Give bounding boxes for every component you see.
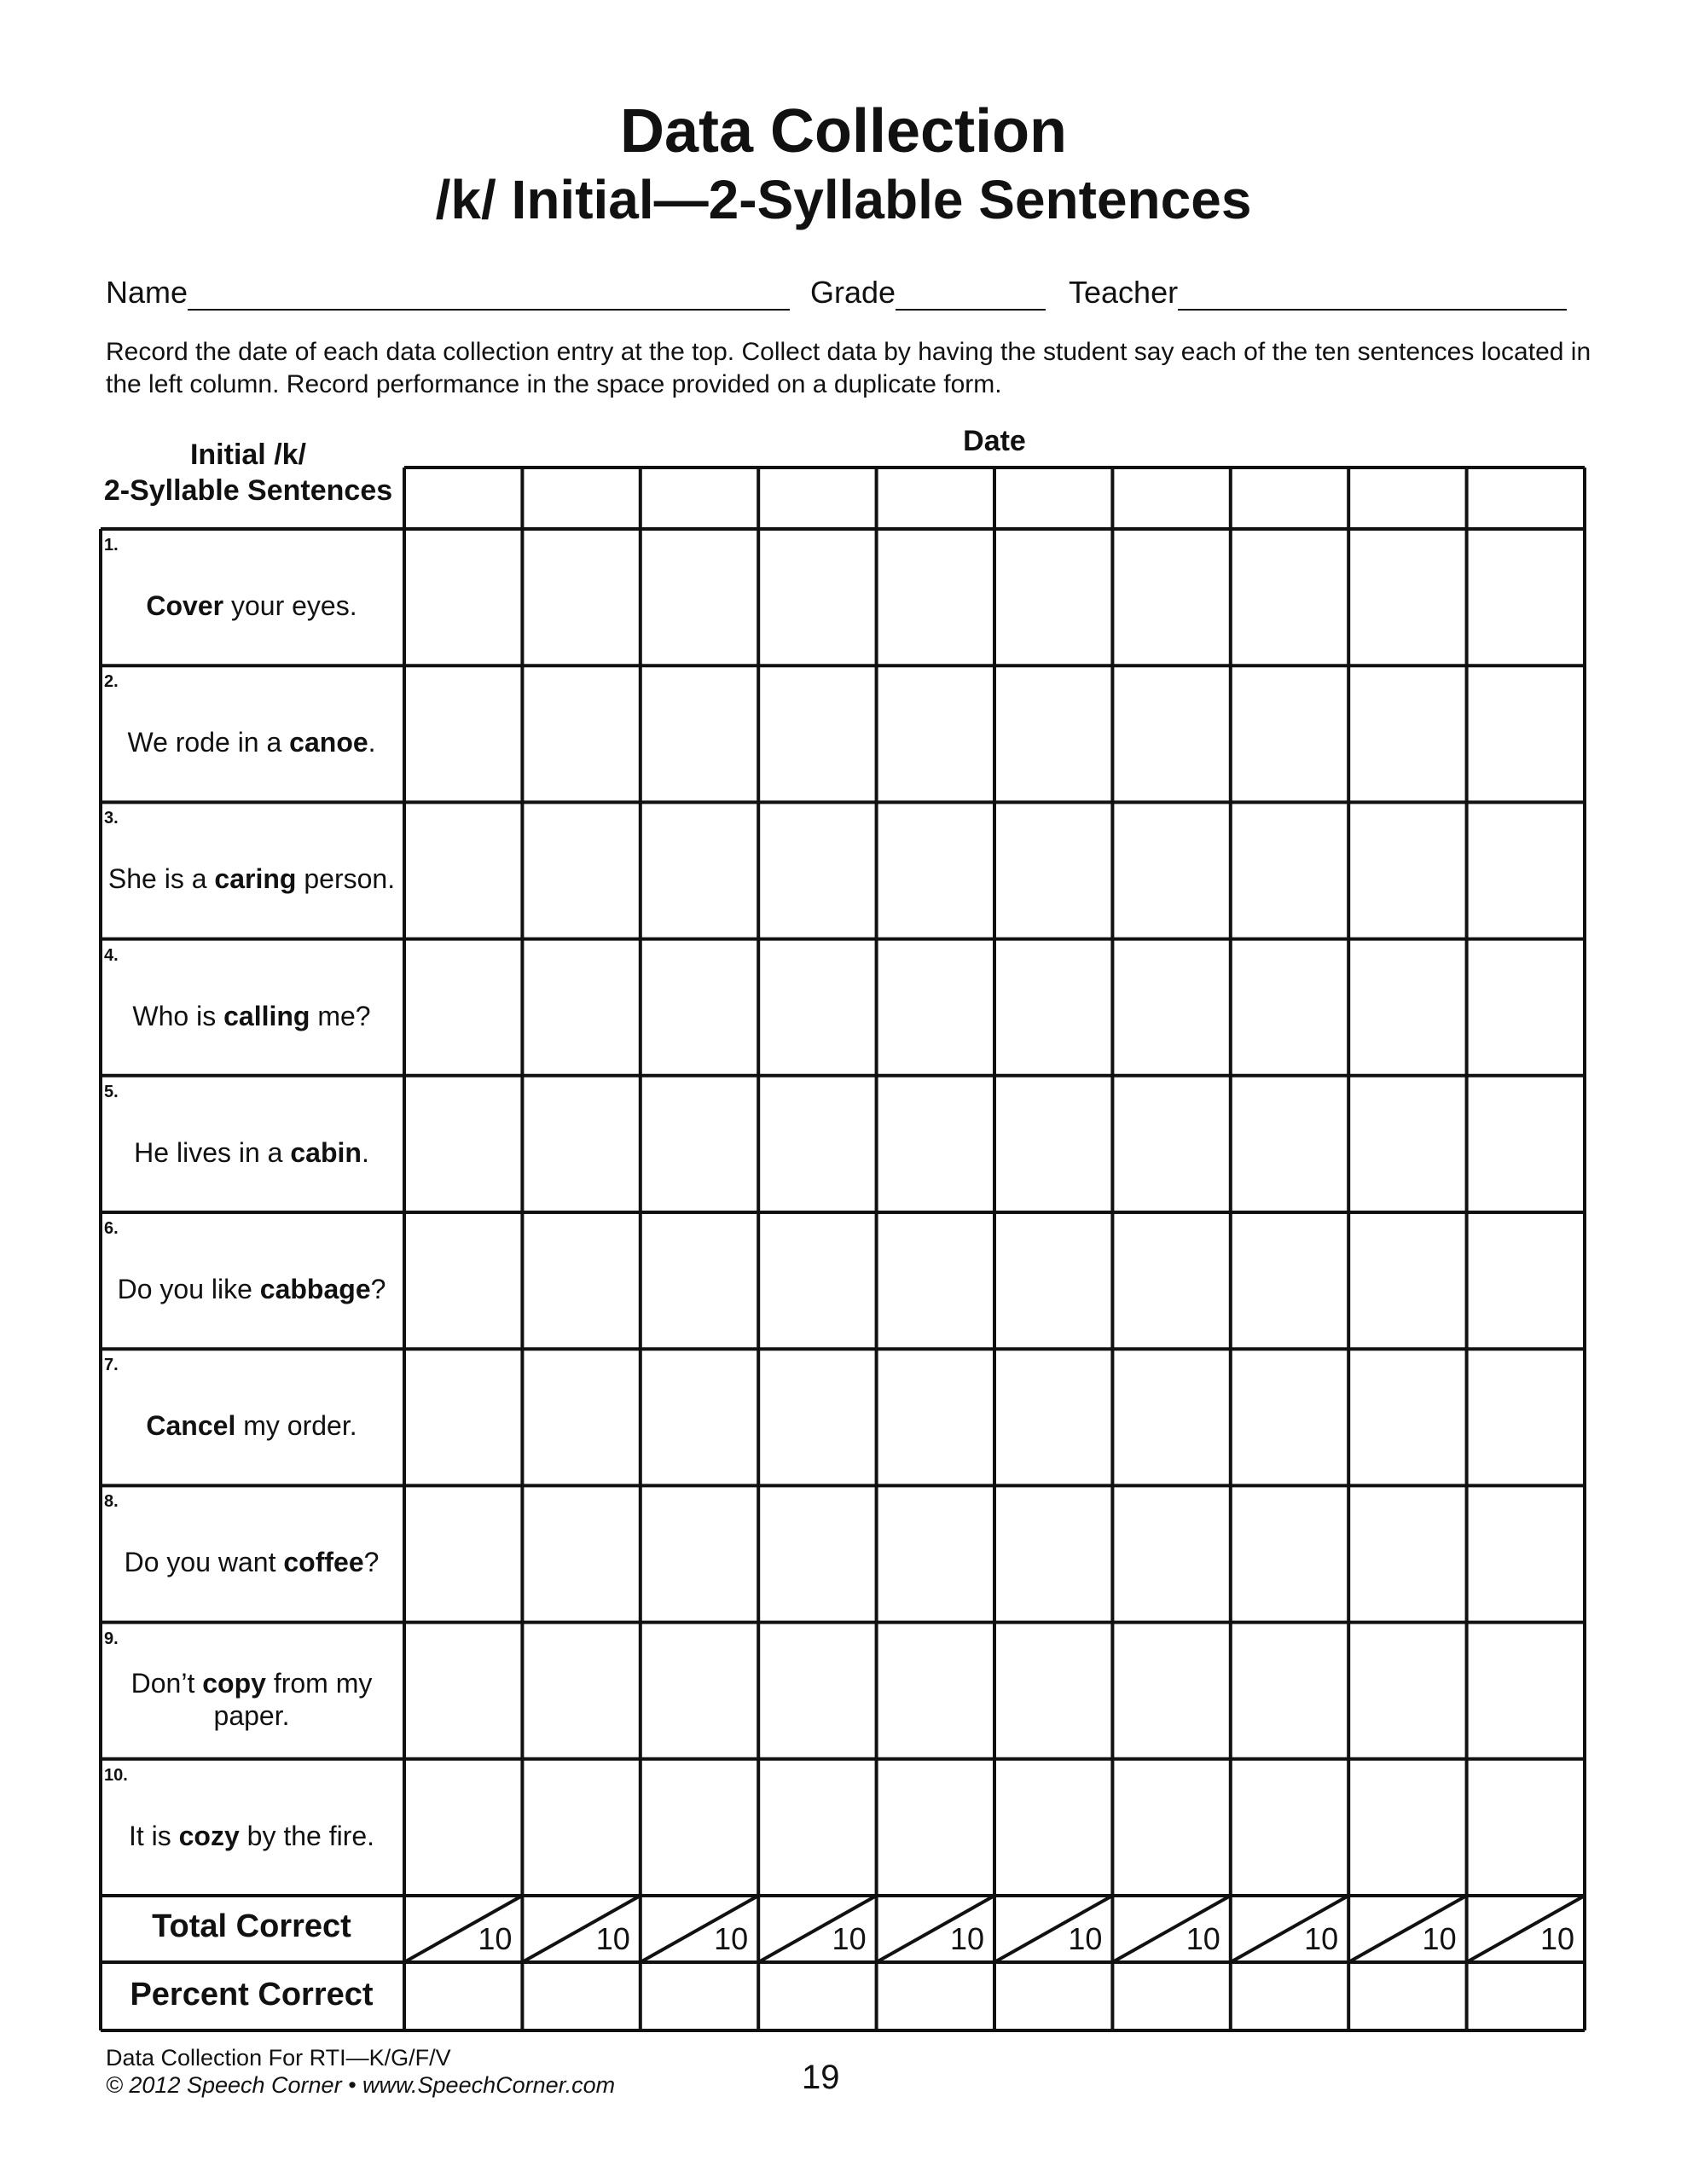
total-denominator: 10 <box>1422 1921 1457 1956</box>
sentence-text-inner <box>129 1820 374 1852</box>
target-word: caring <box>214 863 297 895</box>
sentence-number: 3. <box>104 809 119 828</box>
sentence-before: We rode in a <box>127 727 290 758</box>
sentence-number: 5. <box>104 1082 119 1101</box>
total-correct-label: Total Correct <box>152 1908 351 1944</box>
total-denominator: 10 <box>1186 1921 1220 1956</box>
sentence-text-inner <box>108 863 395 895</box>
sentence-number: 7. <box>104 1356 119 1375</box>
sentence-after: my order. <box>235 1410 357 1442</box>
page-number: 19 <box>802 2059 840 2096</box>
sentence-text-inner <box>132 1000 370 1032</box>
sentence-text <box>102 965 401 1067</box>
target-word: cabin <box>290 1136 362 1168</box>
target-word: canoe <box>289 727 368 758</box>
sentence-after: ? <box>363 1547 380 1578</box>
sentence-number: 1. <box>104 536 119 555</box>
sentence-number: 6. <box>104 1219 119 1238</box>
sentence-text <box>102 1648 401 1751</box>
sentence-before: It is <box>128 1820 179 1851</box>
sentence-text <box>102 691 401 793</box>
sentence-text <box>102 1374 401 1477</box>
instructions-text: Record the date of each data collection entry at the top. Collect data by having the student say each of the ten sentences located in the left column. Record performance in the space provided on a duplicate form. <box>106 338 1591 398</box>
sentence-before: He lives in a <box>134 1136 291 1168</box>
footer-series-title: Data Collection For RTI—K/G/F/V <box>106 2045 451 2071</box>
sentence-text-inner <box>125 1546 380 1578</box>
sentence-text-inner <box>118 1273 386 1305</box>
sentence-number: 2. <box>104 672 119 692</box>
target-word: copy <box>202 1667 266 1699</box>
total-denominator: 10 <box>1304 1921 1339 1956</box>
sentence-text <box>102 1238 401 1340</box>
sentence-after: . <box>368 727 376 758</box>
sentence-number: 4. <box>104 945 119 965</box>
sentence-number: 10. <box>104 1765 128 1785</box>
sentence-after: me? <box>310 1000 371 1031</box>
sentence-after: your eyes. <box>223 590 357 622</box>
sentences-column-header-line1: Initial /k/ <box>189 439 307 471</box>
sentence-text <box>102 1785 401 1887</box>
total-denominator: 10 <box>1068 1921 1103 1956</box>
grade-label: Grade <box>810 275 896 310</box>
sentence-before: Do you like <box>117 1274 260 1305</box>
sentence-after: by the fire. <box>239 1820 375 1851</box>
sentence-text-inner <box>146 1409 357 1442</box>
date-column-label: Date <box>963 425 1026 457</box>
total-denominator: 10 <box>1539 1921 1574 1956</box>
sentence-number: 8. <box>104 1492 119 1512</box>
sentence-before: She is a <box>107 863 215 895</box>
sentences-column-header-line2: 2-Syllable Sentences <box>103 474 393 507</box>
sentence-after: ? <box>370 1274 386 1305</box>
sentence-text-inner <box>146 590 357 622</box>
page-subtitle: /k/ Initial—2-Syllable Sentences <box>435 169 1252 230</box>
target-word: cozy <box>178 1820 240 1851</box>
total-denominator: 10 <box>595 1921 630 1956</box>
sentence-text <box>102 828 401 930</box>
sentence-before: Do you want <box>124 1547 284 1578</box>
percent-correct-label: Percent Correct <box>130 1977 374 2013</box>
target-word: coffee <box>283 1547 364 1578</box>
sentence-text <box>102 1101 401 1204</box>
sentence-number: 9. <box>104 1629 119 1648</box>
target-word: cabbage <box>259 1274 371 1305</box>
target-word: calling <box>223 1000 310 1031</box>
total-denominator: 10 <box>949 1921 984 1956</box>
page-title: Data Collection <box>619 97 1068 166</box>
target-word: Cancel <box>146 1410 236 1442</box>
total-denominator: 10 <box>714 1921 749 1956</box>
total-denominator: 10 <box>832 1921 867 1956</box>
sentence-text-inner <box>127 726 375 758</box>
sentence-before: Who is <box>132 1000 224 1031</box>
teacher-label: Teacher <box>1069 275 1179 310</box>
sentence-text <box>102 555 401 657</box>
sentence-before: Don’t <box>130 1667 203 1699</box>
sentence-text <box>102 1511 401 1613</box>
target-word: Cover <box>146 590 224 622</box>
sentence-text-inner <box>102 1667 401 1732</box>
sentence-after: from my paper. <box>213 1667 373 1731</box>
sentence-after: person. <box>296 863 396 895</box>
sentence-after: . <box>361 1136 369 1168</box>
footer-copyright: © 2012 Speech Corner • www.SpeechCorner.com <box>106 2072 616 2098</box>
sentence-text-inner <box>134 1136 369 1169</box>
total-denominator: 10 <box>478 1921 513 1956</box>
name-label: Name <box>106 275 188 310</box>
